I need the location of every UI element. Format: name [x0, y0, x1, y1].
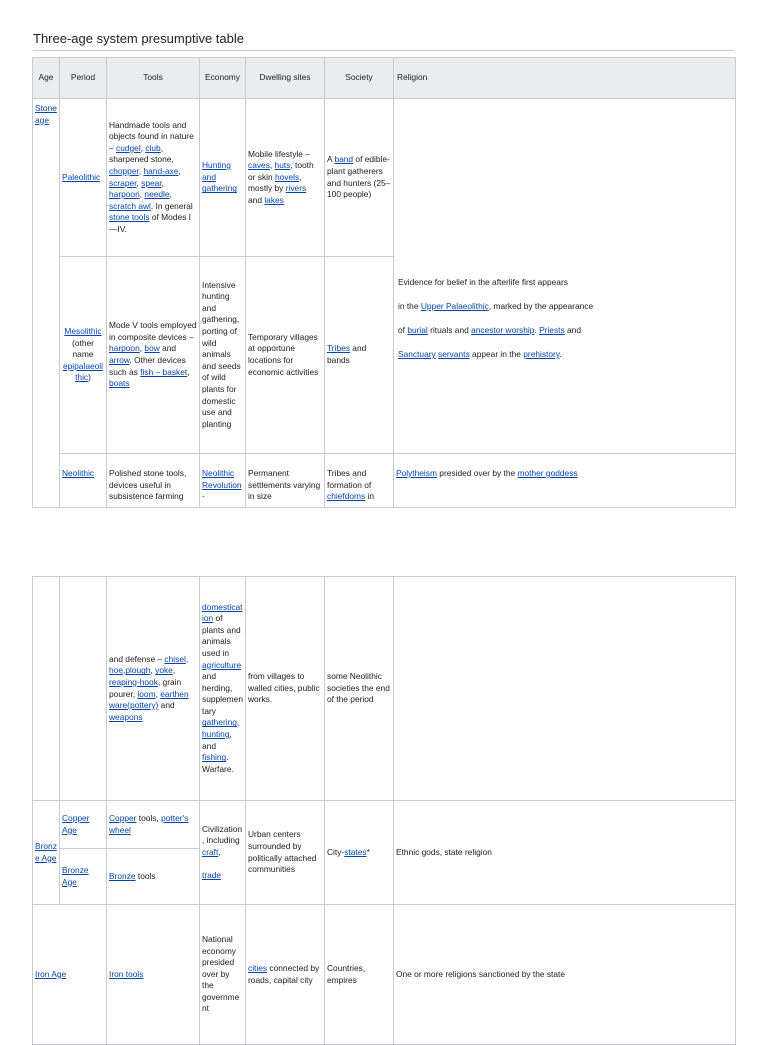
burial-link[interactable]: burial: [407, 325, 428, 335]
tools-text: , sharpened stone,: [109, 142, 174, 165]
cudgel-link[interactable]: cudgel: [116, 142, 141, 153]
tools-text: tools: [135, 870, 156, 881]
chiefdoms-link[interactable]: chiefdoms: [327, 491, 366, 502]
bronze-age-link[interactable]: Bronze Age: [35, 840, 57, 863]
tools-text: . Other devices such as: [109, 355, 186, 377]
chopper-link[interactable]: chopper: [109, 165, 139, 176]
potters-wheel-link[interactable]: potter's wheel: [109, 812, 189, 835]
header-row: [33, 58, 736, 99]
hand-axe-link[interactable]: hand-axe: [143, 165, 179, 176]
religion-text: of: [398, 325, 408, 335]
mother-goddess-link[interactable]: mother goddess: [517, 468, 578, 478]
religion-text: , marked by the appearance: [488, 301, 594, 311]
bronze-age-tools-cell: [107, 849, 200, 905]
society-text: Tribes and formation of: [327, 468, 372, 490]
club-link[interactable]: club: [145, 142, 161, 153]
tools-text: Mode V tools employed in composite devices –: [109, 320, 197, 342]
paleolithic-period-cell: [60, 99, 107, 257]
period-text: ): [88, 372, 91, 383]
hovels-link[interactable]: hovels: [275, 171, 300, 182]
sanctuary-link[interactable]: Sanctuary: [398, 349, 436, 359]
economy-text: . Warfare.: [202, 752, 234, 774]
header-period: Period: [60, 58, 107, 99]
bronze-age-society-cell: [325, 801, 394, 905]
tools-text: and defense –: [109, 653, 165, 664]
economy-text: ,: [218, 846, 221, 857]
economy-text: , and: [202, 729, 232, 751]
hunting-gathering-link[interactable]: Hunting and gathering: [202, 160, 237, 194]
header-economy: Economy: [200, 58, 246, 99]
scraper-link[interactable]: scraper: [109, 177, 137, 188]
domestication-link[interactable]: domestication: [202, 601, 243, 624]
neolithic-dwelling-continued: from villages to walled cities, public works.: [246, 577, 325, 801]
harpoon-link[interactable]: harpoon: [109, 343, 140, 354]
servants-link[interactable]: servants: [438, 349, 470, 359]
paleolithic-dwelling-cell: Mobile lifestyle – caves, huts, tooth or skin hovels, mostly by rivers and lakes: [246, 99, 325, 257]
bronze-age-religion-cell: Ethnic gods, state religion: [394, 801, 736, 905]
society-text: of edible-plant gatherers and hunters (25–100 people): [327, 154, 391, 200]
gathering-link[interactable]: gathering: [202, 717, 237, 728]
huts-link[interactable]: huts: [274, 160, 291, 171]
copper-age-period-cell: [60, 801, 107, 849]
cities-link[interactable]: cities: [248, 962, 268, 973]
tools-text: , grain pourer,: [109, 676, 182, 699]
economy-text: Civilization, including: [202, 823, 243, 846]
religion-text: and: [564, 325, 581, 335]
rivers-link[interactable]: rivers: [285, 183, 307, 194]
ancestor-worship-link[interactable]: ancestor worship: [471, 325, 535, 335]
society-text: A: [327, 154, 335, 165]
caption-divider: [33, 50, 734, 51]
dwelling-text: connected by roads, capital city: [248, 962, 320, 985]
paleolithic-society-cell: [325, 99, 394, 257]
neolithic-row-part-2: [33, 577, 736, 801]
bronze-age-period-link[interactable]: Bronze Age: [62, 864, 89, 887]
band-link[interactable]: band: [334, 154, 354, 165]
tools-text: tools,: [136, 812, 162, 823]
scratch-awl-link[interactable]: scratch awl: [109, 200, 151, 211]
dwelling-text: Mobile lifestyle –: [248, 148, 310, 159]
religion-text: appear in the: [469, 349, 524, 359]
stone-age-cell: [33, 99, 60, 508]
weapons-link[interactable]: weapons: [109, 711, 143, 722]
states-link[interactable]: states: [344, 846, 367, 857]
header-dwelling-sites: Dwelling sites: [246, 58, 325, 99]
iron-age-society-cell: Countries, empires: [325, 905, 394, 1045]
neolithic-dwelling-cell: Permanent settlements varying in size: [246, 454, 325, 508]
society-text: City-: [327, 846, 345, 857]
religion-line-1: Evidence for belief in the afterlife first appears: [398, 277, 568, 287]
stone-age-religion-cell: [394, 99, 736, 454]
boats-link[interactable]: boats: [109, 378, 130, 389]
neolithic-religion-cell: [394, 454, 736, 508]
iron-tools-link[interactable]: Iron tools: [109, 968, 144, 979]
religion-text: in the: [398, 301, 421, 311]
copper-link[interactable]: Copper: [109, 812, 137, 823]
hunting-link[interactable]: hunting: [202, 729, 230, 740]
paleolithic-link[interactable]: Paleolithic: [62, 171, 101, 182]
stone-age-link[interactable]: Stone age: [35, 103, 57, 125]
neolithic-age-continued: [33, 577, 60, 801]
neolithic-period-cell: [60, 454, 107, 508]
bow-link[interactable]: bow: [144, 343, 160, 354]
polytheism-link[interactable]: Polytheism: [396, 468, 437, 478]
mesolithic-link[interactable]: Mesolithic: [64, 326, 102, 337]
plough-link[interactable]: plough: [125, 665, 151, 676]
mesolithic-society-cell: [325, 257, 394, 454]
religion-text: .: [559, 349, 562, 359]
harpoon-link[interactable]: harpoon: [109, 189, 140, 200]
reaping-hook-link[interactable]: reaping-hook: [109, 676, 158, 687]
yoke-link[interactable]: yoke: [155, 665, 173, 676]
economy-text: of plants and animals used in: [202, 613, 241, 658]
trade-link[interactable]: trade: [202, 869, 222, 880]
bronze-age-period-cell: [60, 849, 107, 905]
mesolithic-tools-cell: Mode V tools employed in composite devices – harpoon, bow and arrow. Other devices such as fish – basket, boats: [107, 257, 200, 454]
tools-text: and: [158, 700, 175, 711]
lakes-link[interactable]: lakes: [264, 194, 284, 205]
arrow-link[interactable]: arrow: [109, 355, 130, 365]
mesolithic-period-cell: [60, 257, 107, 454]
bronze-link[interactable]: Bronze: [109, 870, 136, 881]
society-text: *: [366, 846, 370, 857]
priests-link[interactable]: Priests: [539, 325, 565, 335]
iron-age-religion-cell: One or more religions sanctioned by the state: [394, 905, 736, 1045]
fishing-link[interactable]: fishing: [202, 752, 227, 763]
religion-text: .: [534, 325, 540, 335]
society-text: in: [365, 491, 375, 502]
neolithic-revolution-link[interactable]: Neolithic Revolution: [202, 468, 242, 490]
mesolithic-economy-cell: Intensive hunting and gathering, porting of wild animals and seeds of wild plants for domestic use and planting: [200, 257, 246, 454]
craft-link[interactable]: craft: [202, 846, 219, 857]
copper-age-link[interactable]: Copper Age: [62, 812, 90, 835]
table-caption: Three-age system presumptive table: [33, 31, 244, 46]
header-tools: Tools: [107, 58, 200, 99]
dwelling-text: , tooth or skin: [248, 160, 314, 182]
prehistory-link[interactable]: prehistory: [523, 349, 560, 359]
period-text: (other name: [72, 337, 94, 360]
three-age-table-part-2: [32, 576, 736, 1045]
neolithic-society-continued: some Neolithic societies the end of the period: [325, 577, 394, 801]
earthenware-link[interactable]: earthen ware(pottery): [109, 688, 189, 711]
paleolithic-tools-cell: Handmade tools and objects found in nature – cudgel, club, sharpened stone, chopper, hand-axe, scraper, spear, harpoon, needle, scratch awl. In general stone tools of Modes I—IV.: [107, 99, 200, 257]
copper-age-tools-cell: [107, 801, 200, 849]
neolithic-row-part-1: [33, 454, 736, 508]
neolithic-tools-continued: and defense – chisel, hoe,plough, yoke, reaping-hook, grain pourer, loom, earthen ware(pottery) and weapons: [107, 577, 200, 801]
neolithic-economy-cell: [200, 454, 246, 508]
neolithic-link[interactable]: Neolithic: [62, 468, 95, 478]
iron-age-link[interactable]: Iron Age: [35, 968, 67, 979]
epipalaeolithic-link[interactable]: epipalaeolithic: [62, 360, 104, 383]
three-age-table-part-1: [32, 57, 736, 508]
hoe-link[interactable]: hoe: [109, 665, 123, 676]
tribes-link[interactable]: Tribes: [327, 343, 350, 354]
stone-tools-link[interactable]: stone tools: [109, 212, 150, 223]
copper-age-row: [33, 801, 736, 849]
tools-text: ,: [187, 366, 190, 377]
dwelling-text: , mostly by: [248, 171, 302, 194]
tools-text: and: [159, 343, 177, 354]
economy-text: -: [202, 491, 205, 502]
tools-text: Handmade tools and objects found in nature –: [109, 119, 194, 153]
iron-age-economy-cell: National economy presided over by the government: [200, 905, 246, 1045]
upper-palaeolithic-link[interactable]: Upper Palaeolithic: [420, 301, 489, 311]
neolithic-economy-continued: domestication of plants and animals used in agriculture and herding, supplementary gathering, hunting, and fishing. Warfare.: [200, 577, 246, 801]
religion-line-2: [398, 301, 593, 313]
loom-link[interactable]: loom: [137, 688, 156, 699]
neolithic-period-continued: [60, 577, 107, 801]
header-religion: Religion: [394, 58, 736, 99]
chisel-link[interactable]: chisel: [164, 653, 186, 664]
neolithic-tools-cell: Polished stone tools, devices useful in subsistence farming: [107, 454, 200, 508]
header-age: Age: [33, 58, 60, 99]
paleolithic-row: [33, 99, 736, 257]
religion-line-4: [398, 349, 562, 361]
fish-basket-link[interactable]: fish – basket: [140, 366, 188, 377]
bronze-age-economy-cell: [200, 801, 246, 905]
neolithic-religion-continued: [394, 577, 736, 801]
dwelling-text: and: [248, 194, 265, 205]
economy-text: and herding, supplementary: [202, 671, 243, 716]
caves-link[interactable]: caves: [248, 160, 270, 171]
bronze-age-dwelling-cell: Urban centers surrounded by politically attached communities: [246, 801, 325, 905]
neolithic-society-cell: [325, 454, 394, 508]
tools-text: . In general: [150, 200, 193, 211]
spear-link[interactable]: spear: [141, 177, 162, 188]
tools-text: of Modes I—IV.: [109, 212, 191, 234]
paleolithic-economy-cell: [200, 99, 246, 257]
religion-line-3: [398, 325, 581, 337]
religion-text: presided over by the: [436, 468, 518, 478]
society-text: and bands: [327, 343, 367, 365]
bronze-age-cell: [33, 801, 60, 905]
header-society: Society: [325, 58, 394, 99]
agriculture-link[interactable]: agriculture: [202, 659, 242, 670]
needle-link[interactable]: needle: [144, 189, 170, 200]
mesolithic-dwelling-cell: Temporary villages at opportune locations for economic activities: [246, 257, 325, 454]
religion-text: rituals and: [427, 325, 472, 335]
